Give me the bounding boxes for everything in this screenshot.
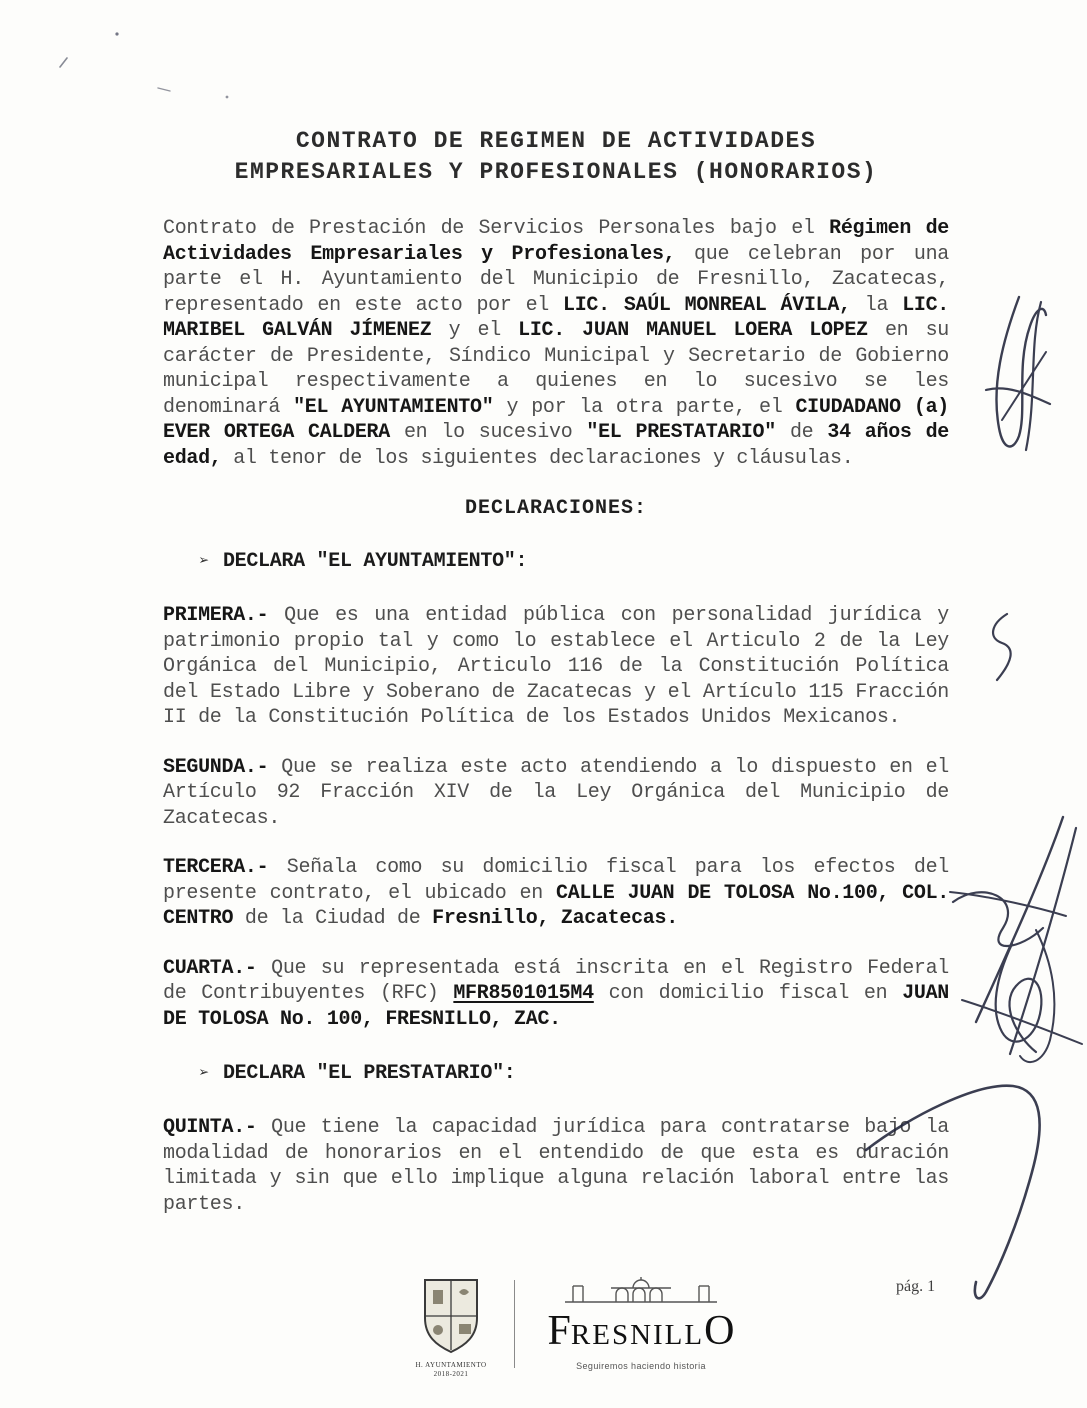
intro-paragraph: Contrato de Prestación de Servicios Personales bajo el Régimen de Actividades Empresariales y Profesionales, que celebran por una parte el H. Ayuntamiento del Municipio de Fresnillo, Zacatecas, representado en este acto por el LIC. SAÚL MONREAL ÁVILA, la LIC. MARIBEL GALVÁN JÍMENEZ y el LIC. JUAN MANUEL LOERA LOPEZ en su carácter de Presidente, Síndico Municipal y Secretario de Gobierno municipal respectivamente a quienes en lo sucesivo se les denominará "EL AYUNTAMIENTO" y por la otra parte, el CIUDADANO (a) EVER ORTEGA CALDERA en lo sucesivo "EL PRESTATARIO" de 34 años de edad, al tenor de los siguientes declaraciones y cláusulas.: [163, 217, 950, 470]
title-line-1: CONTRATO DE REGIMEN DE ACTIVIDADES: [295, 128, 817, 154]
document-body: [163, 126, 949, 1241]
signature-mark-3: [950, 817, 1082, 1062]
clause-tercera: TERCERA.- Señala como su domicilio fiscal para los efectos del presente contrato, el ubicado en CALLE JUAN DE TOLOSA No.100, COL. CENTRO de la Ciudad de Fresnillo, Zacatecas.: [163, 856, 949, 930]
declaraciones-heading: DECLARACIONES:: [464, 497, 648, 520]
arrow-bullet-icon: ➢: [199, 1065, 209, 1084]
fresnillo-tagline: Seguiremos haciendo historia: [576, 1361, 706, 1371]
declara-prestatario-heading: ➢ DECLARA "EL PRESTATARIO":: [199, 1062, 516, 1085]
clause-primera: PRIMERA.- Que es una entidad pública con personalidad jurídica y patrimonio propio tal y como lo establece el Articulo 2 de la Ley Orgánica del Municipio, Articulo 116 de la Constitución Política del Estado Libre y Soberano de Zacatecas y el Artículo 115 Fracción II de la Constitución Política de los Estados Unidos Mexicanos.: [163, 604, 949, 729]
signature-mark-1: [986, 297, 1050, 450]
clause-segunda: SEGUNDA.- Que se realiza este acto atendiendo a lo dispuesto en el Artículo 92 Fracción XIV de la Ley Orgánica del Municipio de Zacatecas.: [163, 755, 949, 830]
document-title: [163, 126, 949, 188]
fresnillo-wordmark: FRESNILLO: [547, 1308, 735, 1354]
page-footer: [414, 1276, 741, 1379]
clause-quinta: QUINTA.- Que tiene la capacidad jurídica para contratarse bajo la modalidad de honorarios en el entendido de que esta es duración limitada y sin que ello implique alguna relación laboral entre las partes.: [163, 1116, 949, 1216]
crest-shield-icon: [421, 1276, 481, 1356]
pen-marks: [60, 32, 228, 98]
clause-cuarta: CUARTA.- Que su representada está inscrita en el Registro Federal de Contribuyentes (RFC) MFR8501015M4 con domicilio fiscal en JUAN DE TOLOSA No. 100, FRESNILLO, ZAC.: [163, 956, 949, 1031]
page-number: pág. 1: [896, 1278, 936, 1295]
fresnillo-building-icon: [561, 1276, 721, 1304]
crest-caption-line2: 2018-2021: [433, 1370, 469, 1378]
fresnillo-logo: [541, 1276, 741, 1371]
footer-divider: [514, 1280, 515, 1368]
declara-ayuntamiento-heading: ➢ DECLARA "EL AYUNTAMIENTO":: [199, 550, 528, 573]
arrow-bullet-icon: ➢: [199, 553, 209, 572]
signature-mark-2: [993, 614, 1011, 680]
rfc-number: MFR8501015M4: [453, 982, 594, 1005]
title-line-2: EMPRESARIALES Y PROFESIONALES (HONORARIOS): [234, 159, 878, 185]
ayuntamiento-crest-logo: [414, 1276, 488, 1379]
crest-caption-line1: H. AYUNTAMIENTO: [415, 1361, 487, 1369]
